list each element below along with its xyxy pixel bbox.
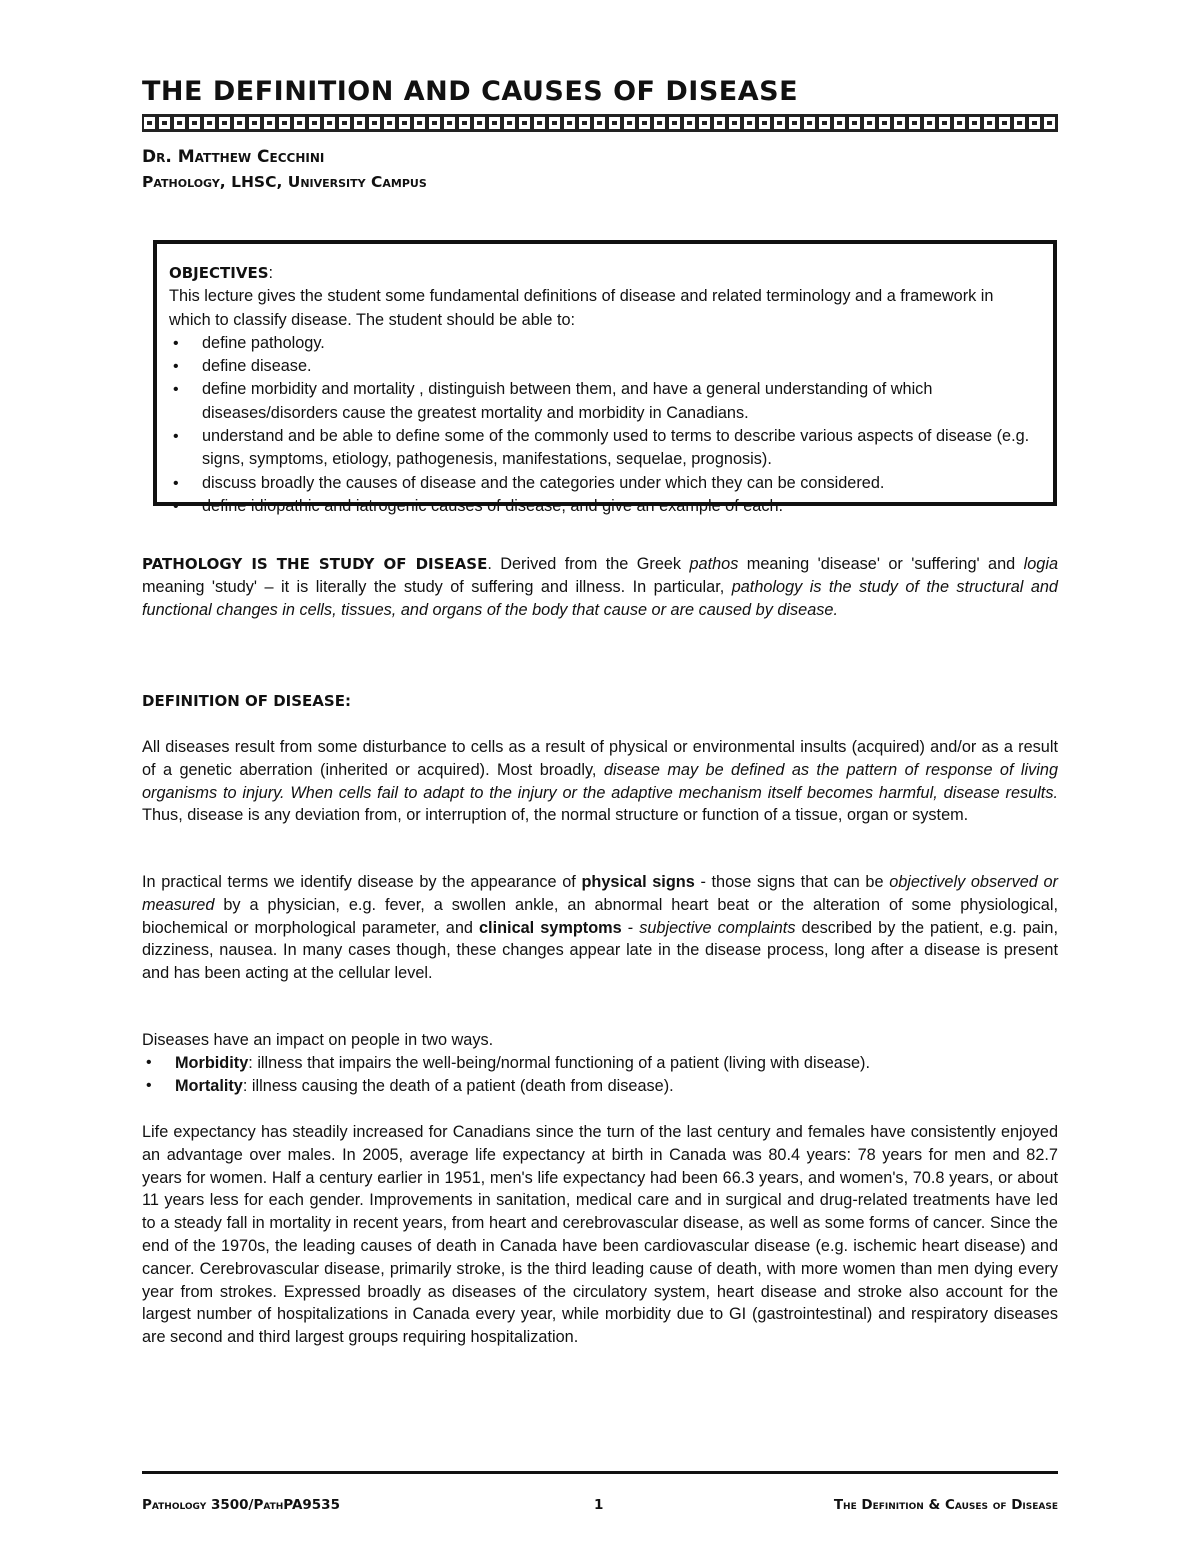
text-run: physical signs [581, 873, 695, 891]
list-item: • define morbidity and mortality , distinguish between them, and have a general understanding of which diseases/disorders cause the greatest mortality and morbidity in Canadians. [169, 378, 1039, 425]
list-item: • define idiopathic and iatrogenic causes of disease, and give an example of each. [169, 495, 1039, 518]
text-run: pathology is the study of the structural and functional changes in cells, tissues, and organs of the body that cause or are caused by disease. [142, 577, 1058, 619]
objectives-box [153, 240, 1057, 515]
text-run: meaning 'disease' or 'suffering' and [738, 555, 1024, 573]
objectives-list [169, 332, 1039, 518]
definition-paragraph-2 [142, 871, 1058, 985]
objectives-colon: : [268, 264, 274, 282]
impact-list [142, 1052, 1058, 1098]
text-run: pathos [689, 555, 739, 573]
list-item [142, 1075, 1058, 1098]
objectives-heading-line [169, 262, 1039, 285]
morbidity-definition: : illness that impairs the well-being/normal functioning of a patient (living with disease). [248, 1054, 870, 1072]
text-run: objectively observed or measured [142, 873, 1058, 914]
author-affiliation: Pathology, LHSC, University Campus [142, 173, 427, 191]
list-item [142, 1052, 1058, 1075]
author-name: Dr. Matthew Cecchini [142, 147, 325, 167]
impact-intro: Diseases have an impact on people in two ways. [142, 1031, 494, 1049]
text-run: In practical terms we identify disease by the appearance of [142, 873, 582, 891]
footer-document-title: The Definition & Causes of Disease [833, 1497, 1058, 1513]
list-item: • define pathology. [169, 332, 1039, 355]
text-run: subjective complaints [639, 918, 796, 937]
page-number: 1 [594, 1497, 604, 1513]
pathology-paragraph [142, 553, 1058, 621]
definition-paragraph-1 [142, 736, 1058, 827]
text-run: - [621, 918, 640, 937]
greek-key-border [142, 114, 1058, 132]
mortality-term: Mortality [175, 1076, 243, 1095]
document-title: THE DEFINITION AND CAUSES OF DISEASE [142, 76, 799, 107]
objectives-heading: OBJECTIVES [169, 264, 269, 282]
list-item: • define disease. [169, 355, 1039, 378]
text-run: All diseases result from some disturbance to cells as a result of physical or environmental insults (acquired) and/or as a result of a genetic aberration (inherited or acquired). Most broadly, [142, 738, 1058, 779]
text-run: disease may be defined as the pattern of response of living organisms to injury. When cells fail to adapt to the injury or the adaptive mechanism itself becomes harmful, disease results. [142, 760, 1059, 802]
text-run: described by the patient, e.g. pain, dizziness, nausea. In many cases though, these changes appear late in the disease process, long after a disease is present and has been acting at the cellular level. [142, 918, 1059, 983]
pathology-heading: PATHOLOGY IS THE STUDY OF DISEASE [142, 555, 488, 573]
list-item: • understand and be able to define some of the commonly used to terms to describe various aspects of disease (e.g. signs, symptoms, etiology, pathogenesis, manifestations, sequelae, prognosis). [169, 425, 1039, 472]
text-run: . Derived from the Greek [487, 555, 690, 573]
text-run: clinical symptoms [479, 918, 622, 937]
text-run: - those signs that can be [694, 873, 890, 891]
objectives-intro: This lecture gives the student some fundamental definitions of disease and related terminology and a framework in which to classify disease. The student should be able to: [169, 287, 994, 329]
morbidity-term: Morbidity [175, 1054, 249, 1072]
list-item: • discuss broadly the causes of disease and the categories under which they can be considered. [169, 472, 1039, 495]
text-run: by a physician, e.g. fever, a swollen ankle, an abnormal heart beat or the alteration of some physiological, biochemical or morphological parameter, and [142, 895, 1058, 937]
life-expectancy-paragraph: Life expectancy has steadily increased for Canadians since the turn of the last century and females have consistently enjoyed an advantage over males. In 2005, average life expectancy at birth in Canada was 80.4 years: 78 years for men and 82.7 years for women. Half a century earlier in 1951, men's life expectancy had been 66.3 years, and women's, 70.8 years, or about 11 years less for each gender. Improvements in sanitation, medical care and in surgical and drug-related treatments have led to a steady fall in mortality in recent years, from heart and cerebrovascular disease, as well as some forms of cancer. Since the end of the 1970s, the leading causes of death in Canada have been cardiovascular disease (e.g. ischemic heart disease) and cancer. Cerebrovascular disease, primarily stroke, is the third leading cause of death, with more women than men dying every year from strokes. Expressed broadly as diseases of the circulatory system, heart disease and stroke also account for the largest number of hospitalizations in Canada every year, while morbidity due to GI (gastrointestinal) and respiratory diseases are second and third largest groups requiring hospitalization. [142, 1123, 1058, 1347]
text-run: meaning 'study' – it is literally the study of suffering and illness. In particular, [142, 577, 732, 596]
footer-rule [142, 1471, 1058, 1474]
mortality-definition: : illness causing the death of a patient (death from disease). [242, 1076, 674, 1095]
text-run: logia [1023, 555, 1058, 573]
footer-course: Pathology 3500/PathPA9535 [142, 1497, 340, 1513]
text-run: Thus, disease is any deviation from, or interruption of, the normal structure or function of a tissue, organ or system. [142, 806, 969, 825]
definition-heading: DEFINITION OF DISEASE: [142, 692, 351, 710]
